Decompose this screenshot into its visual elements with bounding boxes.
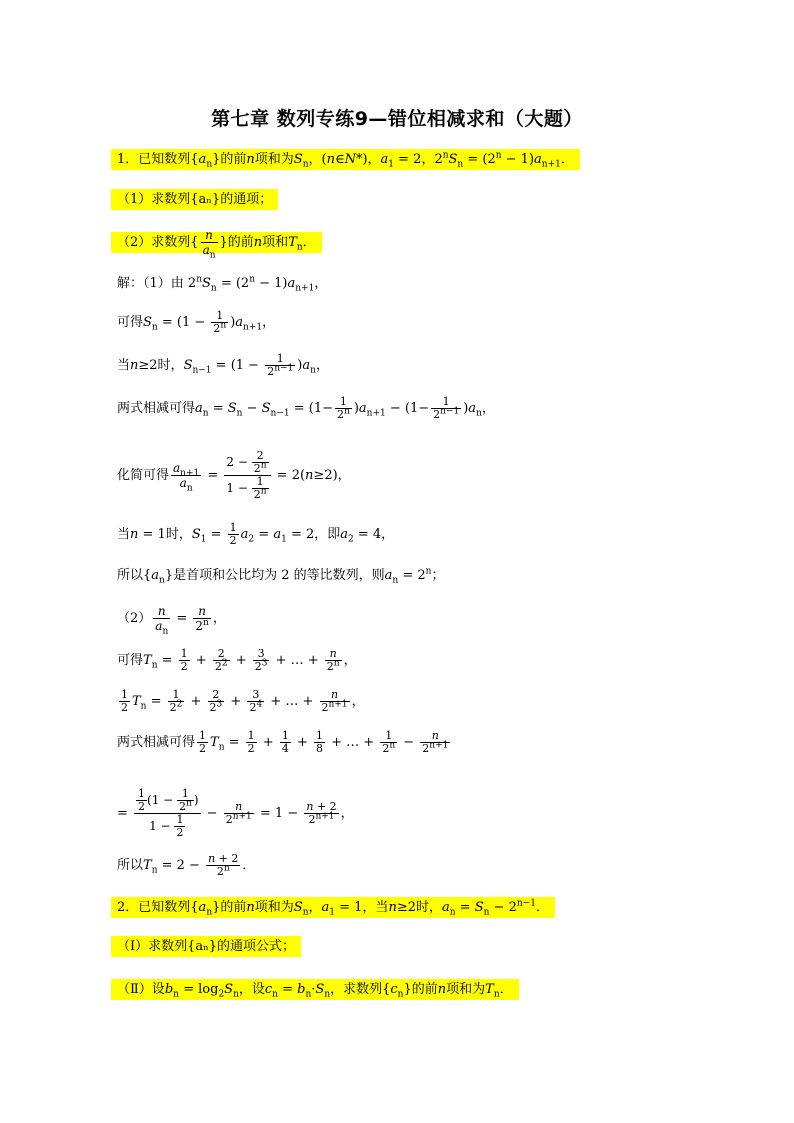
solution-step12: = $\frac{1}{2}$ (1 − $\frac{1}{2^n}$ ) 1 − $\frac{1}{2}$ − $\frac{n}{2^{n+1}}$ = 1 − $\frac{n + 2}{2^{n+1}}$ ， xyxy=(117,787,354,839)
problem1-part1: （1）求数列{aₙ}的通项； xyxy=(117,191,278,209)
problem1-stem xyxy=(117,151,580,169)
solution-step8: （2） $\frac{n}{a_n}$ = $\frac{n}{2^n}$ ， xyxy=(117,604,226,637)
solution-step13: 所以$T_n = 2$ − $\frac{n + 2}{2^n}$ ． xyxy=(117,852,256,878)
problem2-part1: （Ⅰ）求数列{aₙ}的通项公式； xyxy=(117,938,301,956)
problem2-stem: 2．已知数列$\{a_n\}$的前n项和为$S_n$，$a_1 = 1$，当n≥2时，$a_n = S_n - 2^{n-1}$． xyxy=(117,899,555,917)
solution-step2: 可得$S_n = (1$ − $\frac{1}{2^n}$ )$a_{n+1}$， xyxy=(117,309,276,335)
solution-step9: 可得$T_n$ = $\frac{1}{2}$ + $\frac{2}{2^2}$ + $\frac{3}{2^3}$ + … + $\frac{n}{2^n}$ ， xyxy=(117,647,357,673)
solution-step11: 两式相减可得 $\frac{1}{2}$ $T_n$ = $\frac{1}{2}$ + $\frac{1}{4}$ + $\frac{1}{8}$ + … + $\frac{1}{2^n}$ − $\frac{n}{2^{n+1}}$ xyxy=(117,729,449,755)
solution-step5: 化简可得 $\frac{a_{n+1}}{a_n}$ = 2 − $\frac{2}{2^n}$ 1 − $\frac{1}{2^n}$ = 2(n≥2)， xyxy=(117,449,351,501)
solution-step1: 解：（1）由 $2^nS_n = (2^n - 1)a_{n+1}$， xyxy=(117,274,328,294)
problem1-part2: （2）求数列{ $\frac{n}{a_n}$ }的前n项和$T_n$． xyxy=(117,228,322,257)
problem2-part2: （Ⅱ）设$b_n = \log_2S_n$，设$c_n = b_n\cdot S_n$，求数列$\{c_n\}$的前n项和为$T_n$． xyxy=(117,981,519,999)
solution-step7: 所以$\{a_n\}$是首项和公比均为 2 的等比数列，则$a_n = 2^n$； xyxy=(117,566,445,586)
solution-step3: 当n≥2时，$S_{n-1} = (1$ − $\frac{1}{2^{n-1}}$ )$a_n$， xyxy=(117,352,329,378)
solution-step10: $\frac{1}{2}$ $T_n$ = $\frac{1}{2^2}$ + $\frac{2}{2^3}$ + $\frac{3}{2^4}$ + … + $\frac{n}{2^{n+1}}$ ， xyxy=(121,688,365,714)
page-title: 第七章 数列专练9—错位相减求和（大题） xyxy=(211,108,583,130)
problem1-stem-highlight: 1．已知数列$\{a_n\}$的前n项和为$S_n$，(n∈N*)，$a_1 = 2$，$2^nS_n = (2^n - 1)a_{n+1}$． xyxy=(111,149,580,170)
solution-step6: 当n = 1时，$S_1$ = $\frac{1}{2}$ $a_2 = a_1 = 2$，即$a_2 = 4$， xyxy=(117,521,395,547)
solution-step4: 两式相减可得$a_n = S_n - S_{n-1} = (1-$ $\frac{1}{2^n}$ )$a_{n+1} - (1-$ $\frac{1}{2^{n-1}}$ )$a_n$， xyxy=(117,395,495,421)
